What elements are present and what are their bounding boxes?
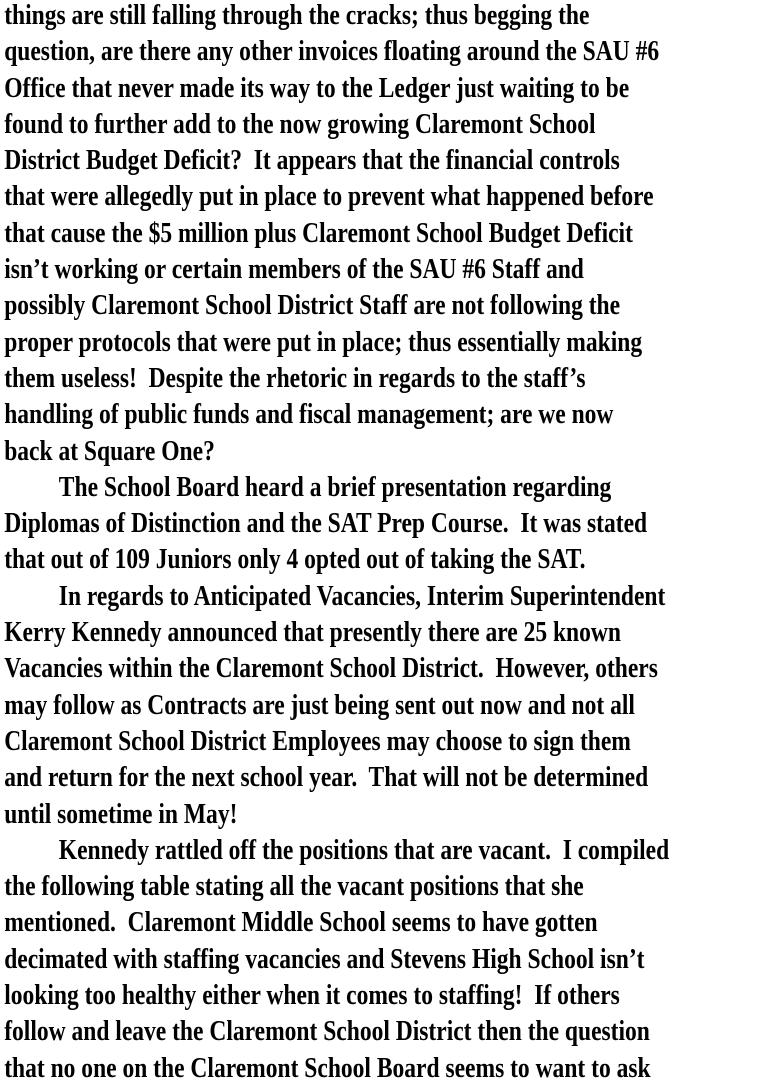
text-line: them useless! Despite the rhetoric in regards to the staff’s	[4, 362, 586, 394]
text-line: Vacancies within the Claremont School District. However, others	[4, 653, 658, 685]
text-line: question, are there any other invoices floating around the SAU #6	[4, 36, 660, 68]
text-line: things are still falling through the cracks; thus begging the	[4, 0, 590, 31]
paragraph	[4, 470, 771, 579]
text-line: found to further add to the now growing Claremont School	[4, 108, 596, 140]
text-line: the following table stating all the vacant positions that she	[4, 871, 584, 903]
text-line: Kerry Kennedy announced that presently there are 25 known	[4, 617, 621, 649]
text-line: handling of public funds and fiscal management; are we now	[4, 399, 614, 431]
text-line: and return for the next school year. That will not be determined	[4, 762, 649, 794]
text-line: Diplomas of Distinction and the SAT Prep Course. It was stated	[4, 508, 648, 540]
text-line: looking too healthy either when it comes to staffing! If others	[4, 980, 620, 1012]
paragraph	[4, 0, 771, 470]
text-line: that no one on the Claremont School Board seems to want to ask	[4, 1052, 651, 1080]
text-line: The School Board heard a brief presentation regarding	[58, 471, 612, 503]
text-line: isn’t working or certain members of the SAU #6 Staff and	[4, 254, 584, 286]
text-line: District Budget Deficit? It appears that the financial controls	[4, 145, 620, 177]
text-line: until sometime in May!	[4, 798, 238, 830]
text-line: proper protocols that were put in place; thus essentially making	[4, 326, 643, 358]
text-line: that were allegedly put in place to prevent what happened before	[4, 181, 654, 213]
text-line: Kennedy rattled off the positions that are vacant. I compiled	[58, 834, 670, 866]
text-line: follow and leave the Claremont School District then the question	[4, 1016, 650, 1048]
paragraph	[4, 833, 771, 1080]
text-line: In regards to Anticipated Vacancies, Interim Superintendent	[58, 580, 666, 612]
text-line: mentioned. Claremont Middle School seems to have gotten	[4, 907, 598, 939]
text-line: decimated with staffing vacancies and Stevens High School isn’t	[4, 943, 645, 975]
text-line: possibly Claremont School District Staff are not following the	[4, 290, 621, 322]
paragraph	[4, 579, 771, 833]
text-line: may follow as Contracts are just being sent out now and not all	[4, 689, 635, 721]
text-line: that cause the $5 million plus Claremont School Budget Deficit	[4, 217, 633, 249]
text-line: Claremont School District Employees may choose to sign them	[4, 725, 631, 757]
text-line: that out of 109 Juniors only 4 opted out of taking the SAT.	[4, 544, 586, 576]
text-line: back at Square One?	[4, 435, 215, 467]
text-line: Office that never made its way to the Ledger just waiting to be	[4, 72, 630, 104]
